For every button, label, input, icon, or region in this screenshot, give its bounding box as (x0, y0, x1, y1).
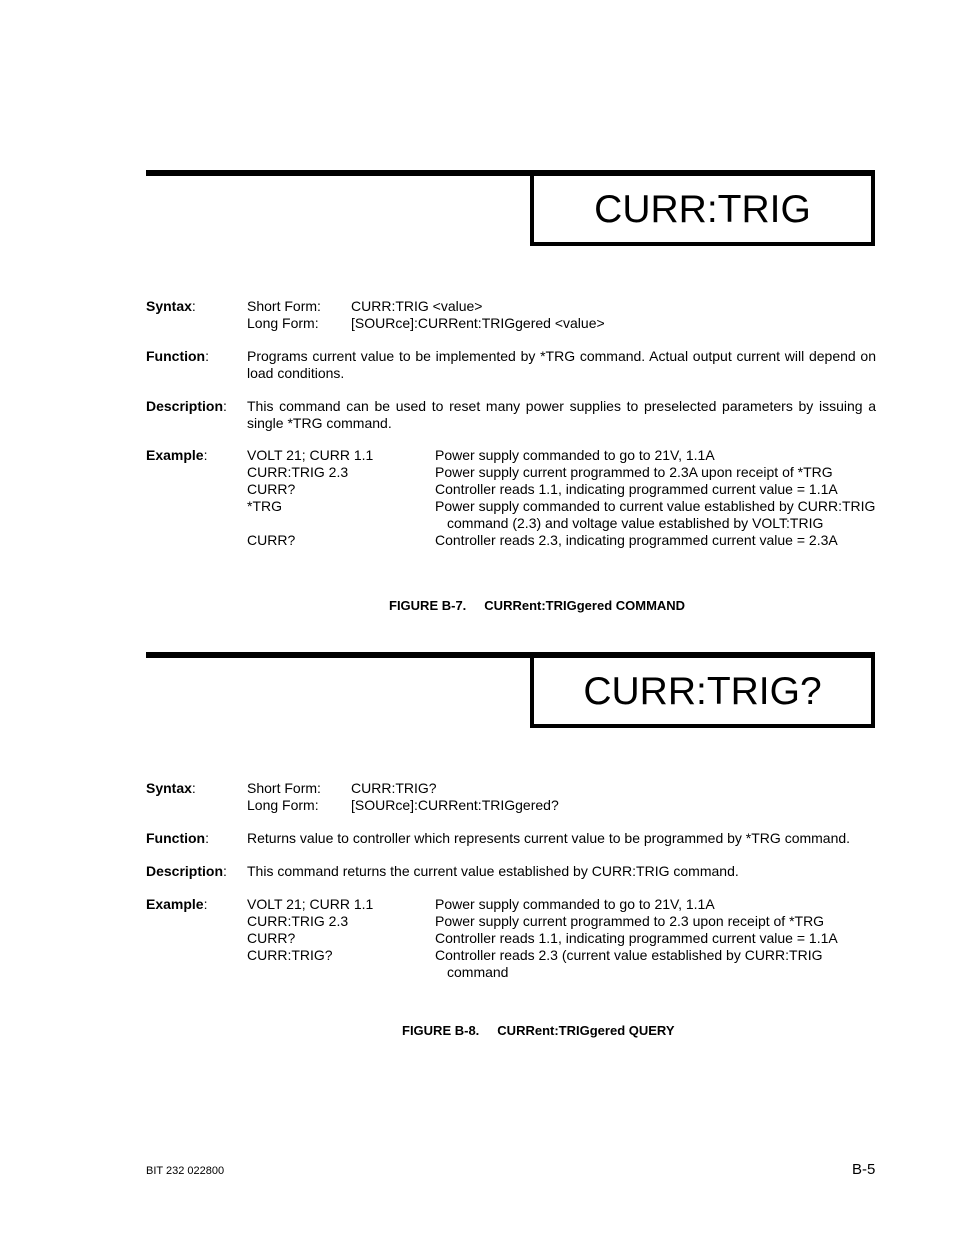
example-command: VOLT 21; CURR 1.1 (247, 896, 374, 912)
example-result: Power supply commanded to current value established by CURR:TRIG command (2.3) and voltage value established by VOLT:TRIG (435, 498, 876, 531)
figure-caption (389, 598, 685, 613)
syntax-label: Syntax: (146, 298, 196, 314)
short-form-label: Short Form: (247, 298, 321, 314)
short-form-value: CURR:TRIG? (351, 780, 437, 796)
command-section-curr-trig-query (146, 652, 876, 1052)
function-label: Function: (146, 830, 209, 846)
description-text: This command returns the current value established by CURR:TRIG command. (247, 863, 739, 879)
example-command: *TRG (247, 498, 282, 514)
figure-caption (402, 1023, 675, 1038)
figure-title: CURRent:TRIGgered QUERY (497, 1023, 675, 1038)
example-label: Example: (146, 896, 208, 912)
example-result: Controller reads 2.3 (current value established by CURR:TRIG command (435, 947, 876, 981)
function-label: Function: (146, 348, 209, 364)
description-label: Description: (146, 398, 227, 414)
example-result: Power supply commanded to go to 21V, 1.1A (435, 447, 715, 463)
example-command: CURR:TRIG 2.3 (247, 913, 349, 929)
example-result-continuation: command (447, 964, 509, 980)
description-label: Description: (146, 863, 227, 879)
syntax-label: Syntax: (146, 780, 196, 796)
example-result: Controller reads 1.1, indicating programmed current value = 1.1A (435, 930, 838, 946)
short-form-value: CURR:TRIG <value> (351, 298, 483, 314)
command-section-curr-trig (146, 170, 876, 620)
command-title: CURR:TRIG? (530, 652, 875, 728)
example-result: Power supply current programmed to 2.3A upon receipt of *TRG (435, 464, 833, 480)
function-text: Returns value to controller which represents current value to be programmed by *TRG command. (247, 830, 851, 846)
long-form-value: [SOURce]:CURRent:TRIGgered <value> (351, 315, 605, 331)
example-result: Controller reads 2.3, indicating programmed current value = 2.3A (435, 532, 838, 548)
description-text: This command can be used to reset many power supplies to preselected parameters by issuing a single *TRG command. (247, 398, 876, 431)
figure-number: FIGURE B-7. (389, 598, 467, 613)
example-command: CURR:TRIG 2.3 (247, 464, 349, 480)
figure-title: CURRent:TRIGgered COMMAND (484, 598, 686, 613)
example-command: CURR:TRIG? (247, 947, 333, 963)
footer-page-number: B-5 (852, 1161, 876, 1178)
example-label: Example: (146, 447, 208, 463)
footer-doc-id: BIT 232 022800 (146, 1165, 225, 1177)
example-command: CURR? (247, 532, 296, 548)
short-form-label: Short Form: (247, 780, 321, 796)
example-command: CURR? (247, 930, 296, 946)
example-command: VOLT 21; CURR 1.1 (247, 447, 374, 463)
example-result: Power supply current programmed to 2.3 upon receipt of *TRG (435, 913, 825, 929)
figure-number: FIGURE B-8. (402, 1023, 480, 1038)
long-form-value: [SOURce]:CURRent:TRIGgered? (351, 797, 559, 813)
long-form-label: Long Form: (247, 797, 319, 813)
example-result: Power supply commanded to go to 21V, 1.1A (435, 896, 715, 912)
long-form-label: Long Form: (247, 315, 319, 331)
command-title: CURR:TRIG (530, 170, 875, 246)
example-command: CURR? (247, 481, 296, 497)
function-text: Programs current value to be implemented by *TRG command. Actual output current will depend on load conditions. (247, 348, 876, 381)
example-result: Controller reads 1.1, indicating programmed current value = 1.1A (435, 481, 838, 497)
example-result-continuation: command (2.3) and voltage value established by VOLT:TRIG (447, 515, 824, 531)
